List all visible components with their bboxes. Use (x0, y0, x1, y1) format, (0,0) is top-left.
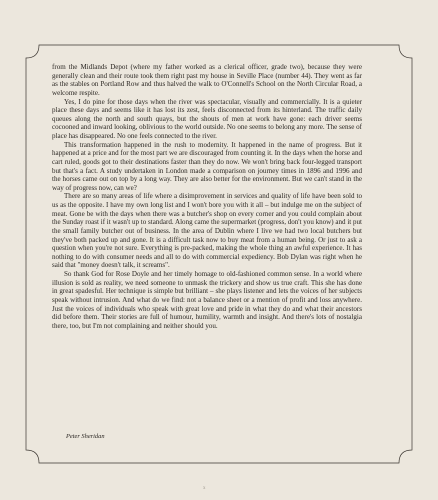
article-body (52, 63, 362, 330)
author-signature: Peter Sheridan (66, 433, 105, 440)
page-mark: x (203, 486, 206, 491)
paragraph: So thank God for Rose Doyle and her timely homage to old-fashioned common sense. In a world where illusion is sold as reality, we need someone to unmask the trickery and show us true craft. This she has done in great spadesful. Her technique is simple but brilliant – she plays listener and lets the voices of her subjects speak without intrusion. And what do we find: not a balance sheet or a mention of profit and loss anywhere. Just the voices of individuals who speak with great love and pride in what they do and what their ancestors did before them. Their stories are full of humour, humility, warmth and insight. And there's lots of nostalgia there, too, but I'm not complaining and neither should you. (52, 270, 362, 330)
paragraph: from the Midlands Depot (where my father worked as a clerical officer, grade two), because they were generally clean and their route took them right past my house in Seville Place (number 44). They went as far as the stables on Portland Row and thus halved the walk to O'Connell's School on the North Circular Road, a welcome respite. (52, 63, 362, 97)
paragraph: Yes, I do pine for those days when the river was spectacular, visually and commercially. It is a quieter place these days and seems like it has lost its zest, feels disconnected from its hinterland. The traffic daily queues along the north and south quays, but the shouts of men at work have gone: each driver seems cocooned and inward looking, oblivious to the world outside. No one seems to belong any more. The sense of place has disappeared. No one feels connected to the river. (52, 97, 362, 140)
paragraph: This transformation happened in the rush to modernity. It happened in the name of progress. But it happened at a price and for the most part we are discouraged from counting it. In the days when the horse and cart ruled, goods got to their destinations faster than they do now. We won't bring back four-legged transport but that's a fact. A study undertaken in London made a comparison on journey times in 1896 and 1996 and the horses came out on top by a long way. They are also better for the environment. But we can't stand in the way of progress now, can we? (52, 140, 362, 192)
paragraph: There are so many areas of life where a disimprovement in services and quality of life have been sold to us as the opposite. I have my own long list and I won't bore you with it all – but indulge me on the subject of meat. Gone be with the days when there was a butcher's shop on every corner and you could complain about the Sunday roast if it wasn't up to standard. Along came the supermarket (progress, don't you know) and it put the small family butcher out of business. In the area of Dublin where I live we had two local butchers but they've both packed up and gone. It is a difficult task now to buy meat from a human being. Or just to ask a question when you're not sure. Everything is pre-packed, making the whole thing an awful experience. It has nothing to do with consumer needs and all to do with commercial expediency. Bob Dylan was right when he said that "money doesn't talk, it screams". (52, 192, 362, 270)
